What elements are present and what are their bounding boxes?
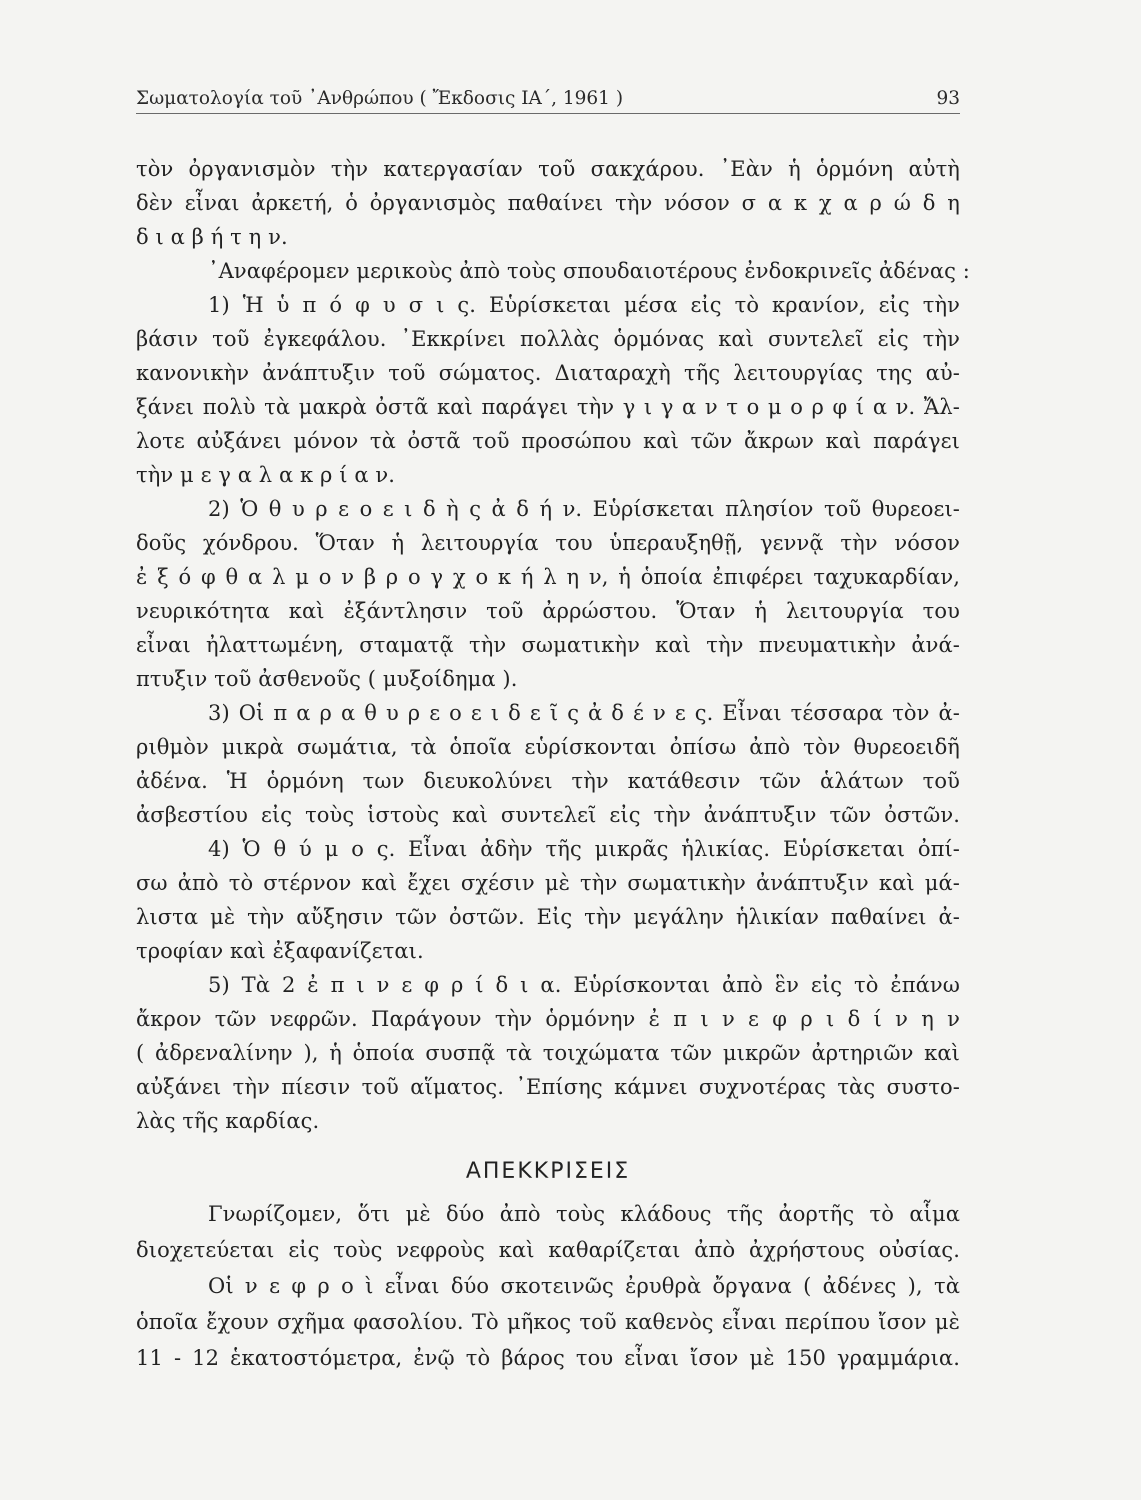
text-line: τροφίαν καὶ ἐξαφανίζεται. — [136, 939, 424, 963]
section-heading: ΑΠΕΚΚΡΙΣΕΙΣ — [465, 1159, 631, 1184]
text-line: Οἱ ν ε φ ρ ο ὶ εἶναι δύο σκοτεινῶς ἐρυθρὰ ὄργανα ( ἀδένες ), τὰ — [208, 1274, 960, 1298]
running-title: Σωματολογία τοῦ ᾿Ανθρώπου ( Ἔκδοσις ΙΑ΄, 1961 ) — [136, 88, 624, 109]
text-line: αὐξάνει τὴν πίεσιν τοῦ αἵματος. ᾿Επίσης κάμνει συχνοτέρας τὰς συστο- — [136, 1075, 960, 1099]
text-line: δ ι α β ή τ η ν. — [136, 225, 288, 249]
page-body — [136, 152, 970, 1376]
text-line: βάσιν τοῦ ἐγκεφάλου. ᾿Εκκρίνει πολλὰς ὁρμόνας καὶ συντελεῖ εἰς τὴν — [136, 327, 960, 351]
text-line: ἀσβεστίου εἰς τοὺς ἱστοὺς καὶ συντελεῖ εἰς τὴν ἀνάπτυξιν τῶν ὀστῶν. — [136, 803, 960, 827]
text-line: ἐ ξ ό φ θ α λ μ ο ν β ρ ο γ χ ο κ ή λ η ν, ἡ ὁποία ἐπιφέρει ταχυκαρδίαν, — [136, 565, 960, 589]
text-line: 4) Ὁ θ ύ μ ο ς. Εἶναι ἀδὴν τῆς μικρᾶς ἡλικίας. Εὑρίσκεται ὀπί- — [208, 837, 960, 861]
text-line: δοῦς χόνδρου. Ὅταν ἡ λειτουργία του ὑπεραυξηθῇ, γεννᾷ τὴν νόσον — [136, 531, 960, 555]
text-line: σω ἀπὸ τὸ στέρνον καὶ ἔχει σχέσιν μὲ τὴν σωματικὴν ἀνάπτυξιν καὶ μά- — [136, 871, 960, 895]
text-line: λιστα μὲ τὴν αὔξησιν τῶν ὀστῶν. Εἰς τὴν μεγάλην ἡλικίαν παθαίνει ἀ- — [136, 905, 960, 929]
text-line: διοχετεύεται εἰς τοὺς νεφροὺς καὶ καθαρίζεται ἀπὸ ἀχρήστους οὐσίας. — [136, 1238, 960, 1262]
text-line: 2) Ὁ θ υ ρ ε ο ε ι δ ὴ ς ἀ δ ή ν. Εὑρίσκεται πλησίον τοῦ θυρεοει- — [208, 497, 960, 521]
running-header — [136, 88, 960, 114]
text-line: ἄκρον τῶν νεφρῶν. Παράγουν τὴν ὁρμόνην ἐ π ι ν ε φ ρ ι δ ί ν η ν — [136, 1007, 960, 1031]
text-line: τὸν ὀργανισμὸν τὴν κατεργασίαν τοῦ σακχάρου. ᾿Εὰν ἡ ὁρμόνη αὐτὴ — [136, 157, 960, 181]
text-line: ὁποῖα ἔχουν σχῆμα φασολίου. Τὸ μῆκος τοῦ καθενὸς εἶναι περίπου ἴσον μὲ — [136, 1310, 960, 1334]
text-line: 3) Οἱ π α ρ α θ υ ρ ε ο ε ι δ ε ῖ ς ἀ δ έ ν ε ς. Εἶναι τέσσαρα τὸν ἀ- — [208, 701, 960, 725]
text-line: 5) Τὰ 2 ἐ π ι ν ε φ ρ ί δ ι α. Εὑρίσκονται ἀπὸ ἓν εἰς τὸ ἐπάνω — [208, 973, 960, 997]
text-line: ( ἀδρεναλίνην ), ἡ ὁποία συσπᾷ τὰ τοιχώματα τῶν μικρῶν ἀρτηριῶν καὶ — [136, 1041, 960, 1065]
text-line: λοτε αὐξάνει μόνον τὰ ὀστᾶ τοῦ προσώπου καὶ τῶν ἄκρων καὶ παράγει — [136, 429, 960, 453]
text-line: Γνωρίζομεν, ὅτι μὲ δύο ἀπὸ τοὺς κλάδους τῆς ἀορτῆς τὸ αἷμα — [208, 1202, 960, 1226]
text-line: ξάνει πολὺ τὰ μακρὰ ὀστᾶ καὶ παράγει τὴν γ ι γ α ν τ ο μ ο ρ φ ί α ν. Ἄλ- — [136, 395, 960, 419]
text-line: πτυξιν τοῦ ἀσθενοῦς ( μυξοίδημα ). — [136, 667, 518, 691]
text-line: ριθμὸν μικρὰ σωμάτια, τὰ ὁποῖα εὑρίσκονται ὀπίσω ἀπὸ τὸν θυρεοειδῆ — [136, 735, 960, 759]
page-number: 93 — [936, 88, 960, 109]
text-line: ᾿Αναφέρομεν μερικοὺς ἀπὸ τοὺς σπουδαιοτέρους ἐνδοκρινεῖς ἀδένας : — [208, 259, 970, 283]
text-line: τὴν μ ε γ α λ α κ ρ ί α ν. — [136, 463, 396, 487]
text-line: 11 - 12 ἑκατοστόμετρα, ἐνῷ τὸ βάρος του εἶναι ἴσον μὲ 150 γραμμάρια. — [136, 1346, 960, 1370]
text-line: 1) Ἡ ὑ π ό φ υ σ ι ς. Εὑρίσκεται μέσα εἰς τὸ κρανίον, εἰς τὴν — [208, 293, 960, 317]
text-line: ἀδένα. Ἡ ὁρμόνη των διευκολύνει τὴν κατάθεσιν τῶν ἁλάτων τοῦ — [136, 769, 960, 793]
text-line: δὲν εἶναι ἀρκετή, ὁ ὀργανισμὸς παθαίνει τὴν νόσον σ α κ χ α ρ ώ δ η — [136, 191, 960, 215]
text-line: κανονικὴν ἀνάπτυξιν τοῦ σώματος. Διαταραχὴ τῆς λειτουργίας της αὐ- — [136, 361, 960, 385]
text-line: λὰς τῆς καρδίας. — [136, 1109, 320, 1133]
text-line: νευρικότητα καὶ ἐξάντλησιν τοῦ ἀρρώστου. Ὅταν ἡ λειτουργία του — [136, 599, 960, 623]
text-line: εἶναι ἠλαττωμένη, σταματᾷ τὴν σωματικὴν καὶ τὴν πνευματικὴν ἀνά- — [136, 633, 960, 657]
